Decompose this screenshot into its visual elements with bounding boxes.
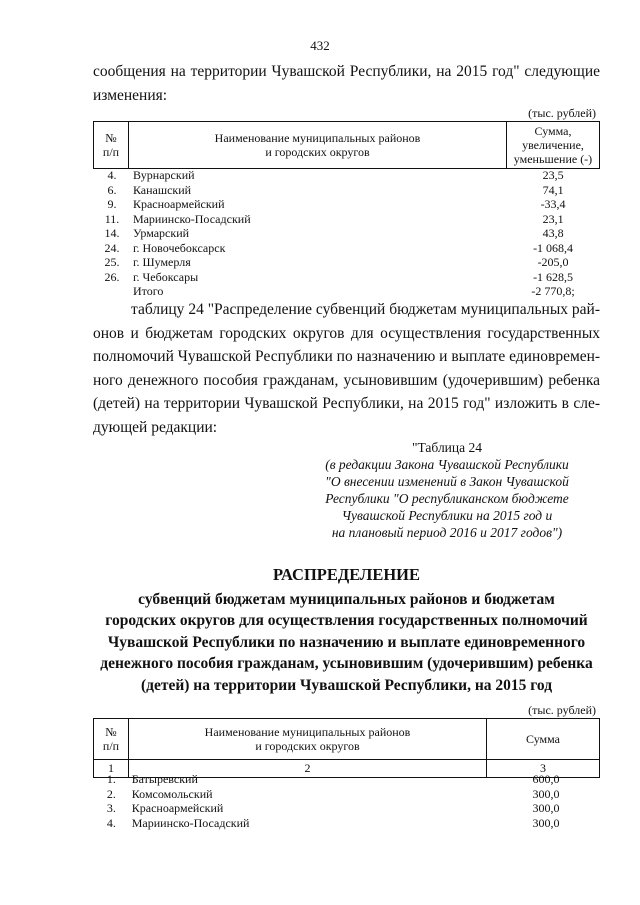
- row-num: 25.: [104, 255, 120, 269]
- row-name: г. Чебоксары: [132, 269, 199, 284]
- distribution-table-body: [93, 772, 600, 830]
- amendments-table: [93, 121, 600, 169]
- para-line: (детей) на территории Чувашской Республики, на 2015 год" изложить в сле-: [93, 395, 600, 412]
- row-sum: -2 770,8;: [531, 284, 575, 298]
- note-line: "О внесении изменений в Закон Чувашской: [325, 474, 569, 489]
- heading-line: (детей) на территории Чувашской Республики, на 2015 год: [140, 676, 553, 694]
- row-name: г. Шумерля: [132, 255, 191, 269]
- row-sum: 74,1: [542, 182, 564, 197]
- row-name: Канашский: [132, 182, 192, 197]
- row-sum: 23,5: [542, 168, 564, 182]
- row-num: 1.: [106, 772, 116, 786]
- table-row: [93, 197, 600, 212]
- row-name: Красноармейский: [132, 197, 225, 211]
- row-name: Итого: [132, 284, 164, 298]
- table1-units: (тыс. рублей): [528, 106, 596, 120]
- note-title: "Таблица 24: [412, 440, 482, 455]
- amendments-table-body: [93, 168, 600, 299]
- row-num: 26.: [104, 269, 120, 284]
- row-name: Урмарский: [132, 226, 190, 240]
- note-line: Республики "О республиканском бюджете: [325, 491, 569, 506]
- page-number: 432: [310, 38, 330, 53]
- table-row: [93, 226, 600, 241]
- table-row: [93, 816, 600, 831]
- para-line: дующей редакции:: [93, 418, 218, 436]
- table-row: [93, 168, 600, 183]
- col-sum-header: Сумма, увеличение, уменьшение (-): [507, 122, 600, 169]
- table-row: [93, 270, 600, 285]
- row-name: Мариинско-Посадский: [132, 211, 251, 226]
- row-num: 24.: [104, 240, 120, 255]
- heading-title: РАСПРЕДЕЛЕНИЕ: [272, 565, 420, 584]
- intro-line: изменения:: [93, 86, 168, 104]
- row-num: 9.: [107, 197, 117, 211]
- amendment-paragraph: [93, 298, 600, 439]
- row-num: 4.: [106, 815, 116, 830]
- row-num: 3.: [106, 801, 116, 815]
- col-name-header: Наименование муниципальных районов и городских округов: [129, 719, 487, 760]
- row-sum: 300,0: [532, 815, 560, 830]
- row-name: Вурнарский: [132, 168, 195, 182]
- row-name: г. Новочебоксарск: [132, 240, 226, 255]
- heading-line: городских округов для осуществления государственных полномочий: [105, 612, 588, 629]
- heading-line: денежного пособия гражданам, усыновившим (удочерившим) ребенка: [100, 655, 593, 672]
- table-row: [93, 183, 600, 198]
- table1-header-row: [94, 122, 600, 169]
- intro-line: сообщения на территории Чувашской Республики, на 2015 год" следующие: [93, 63, 600, 80]
- note-line: на плановый период 2016 и 2017 годов"): [331, 525, 563, 540]
- row-sum: 300,0: [532, 786, 560, 801]
- col-num-header: № п/п: [94, 719, 129, 760]
- heading-line: Чувашской Республики по назначению и выплате единовременного: [107, 633, 586, 651]
- col-name-header: Наименование муниципальных районов и городских округов: [129, 122, 507, 169]
- row-num: 6.: [107, 182, 117, 197]
- row-name: Мариинско-Посадский: [131, 815, 250, 830]
- para-line: онов и бюджетам городских округов для осуществления государственных: [93, 324, 600, 342]
- col-number: 3: [487, 760, 600, 778]
- table-note: [297, 439, 597, 541]
- col-number: 1: [94, 760, 129, 778]
- col-number: 2: [129, 760, 487, 778]
- row-sum: -1 628,5: [533, 269, 574, 284]
- table-row: [93, 255, 600, 270]
- table-row: [93, 772, 600, 787]
- distribution-heading: [93, 564, 600, 696]
- table2-header-row: [94, 719, 600, 760]
- intro-paragraph: [93, 60, 600, 107]
- row-sum: 43,8: [542, 226, 564, 240]
- table-row: [93, 241, 600, 256]
- note-line: Чувашской Республики на 2015 год и: [341, 508, 553, 523]
- row-sum: -1 068,4: [533, 240, 574, 255]
- heading-line: субвенций бюджетам муниципальных районов и бюджетам: [138, 590, 555, 608]
- distribution-table: [93, 718, 600, 778]
- para-line: полномочий Чувашской Республики по назначению и выплате единовремен-: [93, 348, 601, 365]
- col-sum-header: Сумма: [487, 719, 600, 760]
- para-line: ного денежного пособия гражданам, усыновившим (удочерившим) ребенка: [93, 371, 600, 389]
- row-sum: -205,0: [537, 255, 569, 269]
- row-name: Комсомольский: [131, 786, 213, 801]
- table-row: [93, 801, 600, 816]
- row-num: 4.: [107, 168, 117, 182]
- row-num: 11.: [104, 211, 120, 226]
- table-row: [93, 787, 600, 802]
- row-num: [93, 284, 131, 299]
- para-line: таблицу 24 "Распределение субвенций бюджетам муниципальных рай-: [131, 301, 600, 318]
- row-name: Батыревский: [131, 772, 198, 786]
- row-sum: -33,4: [540, 197, 566, 211]
- row-sum: 600,0: [532, 772, 560, 786]
- row-num: 2.: [106, 786, 116, 801]
- col-num-header: № п/п: [94, 122, 129, 169]
- row-num: 14.: [104, 226, 120, 240]
- row-sum: 300,0: [532, 801, 560, 815]
- note-line: (в редакции Закона Чувашской Республики: [325, 457, 569, 472]
- table2-units: (тыс. рублей): [528, 703, 596, 717]
- row-sum: 23,1: [542, 211, 564, 226]
- table-row: [93, 212, 600, 227]
- row-name: Красноармейский: [131, 801, 224, 815]
- table-total-row: [93, 284, 600, 299]
